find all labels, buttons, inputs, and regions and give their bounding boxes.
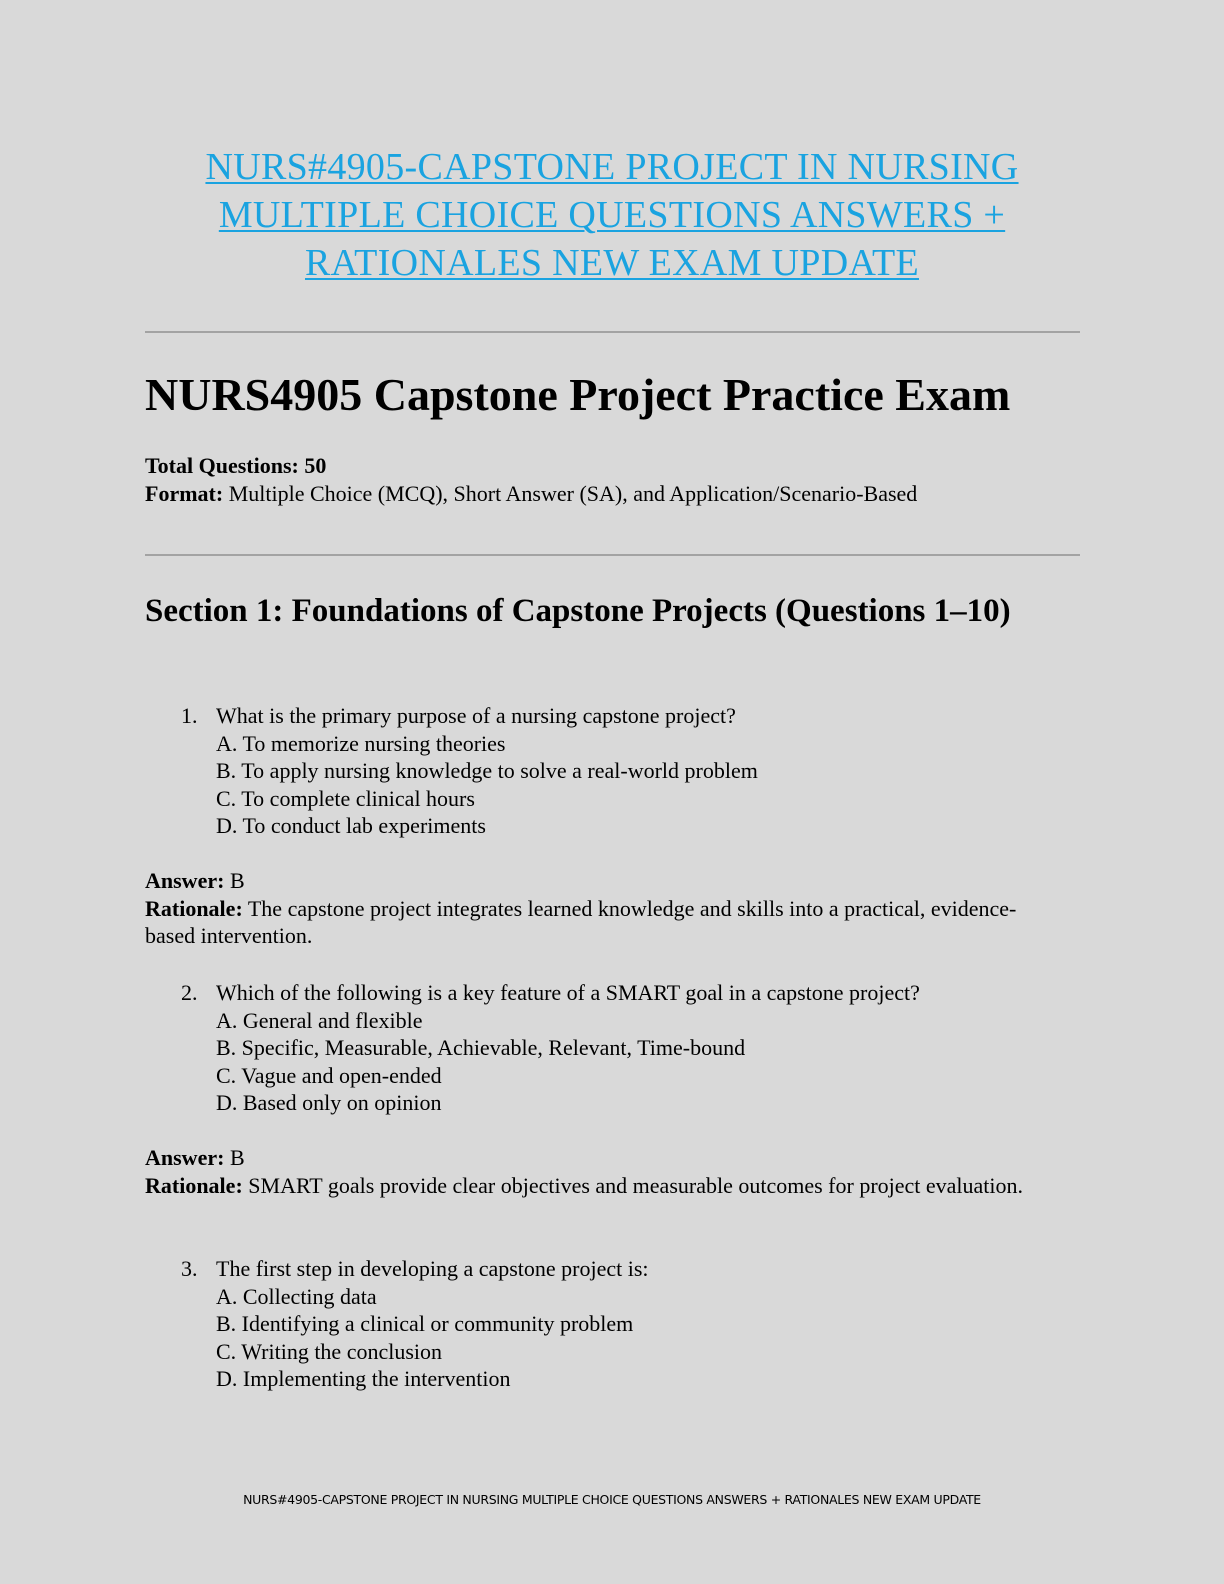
option-c: C. To complete clinical hours (216, 785, 475, 811)
page-footer: NURS#4905-CAPSTONE PROJECT IN NURSING MULTIPLE CHOICE QUESTIONS ANSWERS + RATIONALES NEW EXAM UPDATE (243, 1492, 981, 1507)
format-label: Format: (145, 481, 224, 506)
answer-block-2 (145, 1144, 1025, 1199)
rationale-text: The capstone project integrates learned knowledge and skills into a practical, evidence-based intervention. (145, 895, 1017, 948)
option-c: C. Vague and open-ended (216, 1062, 442, 1088)
answer-block-1 (145, 867, 1025, 950)
question-text: The first step in developing a capstone project is: (216, 1256, 649, 1281)
format-value: Multiple Choice (MCQ), Short Answer (SA), and Application/Scenario-Based (223, 481, 918, 506)
total-questions: Total Questions: 50 (145, 453, 327, 478)
answer-value: B (224, 868, 245, 893)
answer-value: B (224, 1145, 245, 1170)
answer-label: Answer: (145, 1145, 225, 1170)
exam-title: NURS4905 Capstone Project Practice Exam (145, 369, 1011, 420)
rationale-label: Rationale: (145, 895, 243, 921)
title-line-2: MULTIPLE CHOICE QUESTIONS ANSWERS + (218, 194, 1006, 236)
option-a: A. General and flexible (216, 1007, 423, 1033)
option-b: B. To apply nursing knowledge to solve a real-world problem (216, 758, 758, 783)
question-number: 2. (181, 980, 198, 1005)
option-d: D. Implementing the intervention (216, 1366, 511, 1391)
option-b: B. Specific, Measurable, Achievable, Relevant, Time-bound (216, 1035, 746, 1060)
answer-label: Answer: (145, 868, 225, 893)
rationale-text: SMART goals provide clear objectives and measurable outcomes for project evaluation. (242, 1172, 1024, 1198)
document-title-link[interactable] (130, 143, 1094, 287)
question-text: Which of the following is a key feature of a SMART goal in a capstone project? (216, 980, 920, 1005)
option-d: D. To conduct lab experiments (216, 813, 486, 838)
question-text: What is the primary purpose of a nursing capstone project? (216, 703, 736, 728)
exam-meta (145, 452, 917, 508)
title-line-3: RATIONALES NEW EXAM UPDATE (304, 242, 920, 284)
section-title: Section 1: Foundations of Capstone Projects (Questions 1–10) (145, 593, 1011, 629)
question-number: 3. (181, 1256, 198, 1281)
option-c: C. Writing the conclusion (216, 1338, 443, 1364)
question-number: 1. (181, 703, 198, 728)
rationale-label: Rationale: (145, 1172, 243, 1198)
horizontal-divider (145, 331, 1080, 333)
option-b: B. Identifying a clinical or community problem (216, 1311, 634, 1336)
option-a: A. To memorize nursing theories (216, 730, 506, 756)
horizontal-divider (145, 554, 1080, 556)
option-d: D. Based only on opinion (216, 1090, 442, 1115)
title-line-1: NURS#4905-CAPSTONE PROJECT IN NURSING (205, 146, 1019, 188)
option-a: A. Collecting data (216, 1283, 377, 1309)
